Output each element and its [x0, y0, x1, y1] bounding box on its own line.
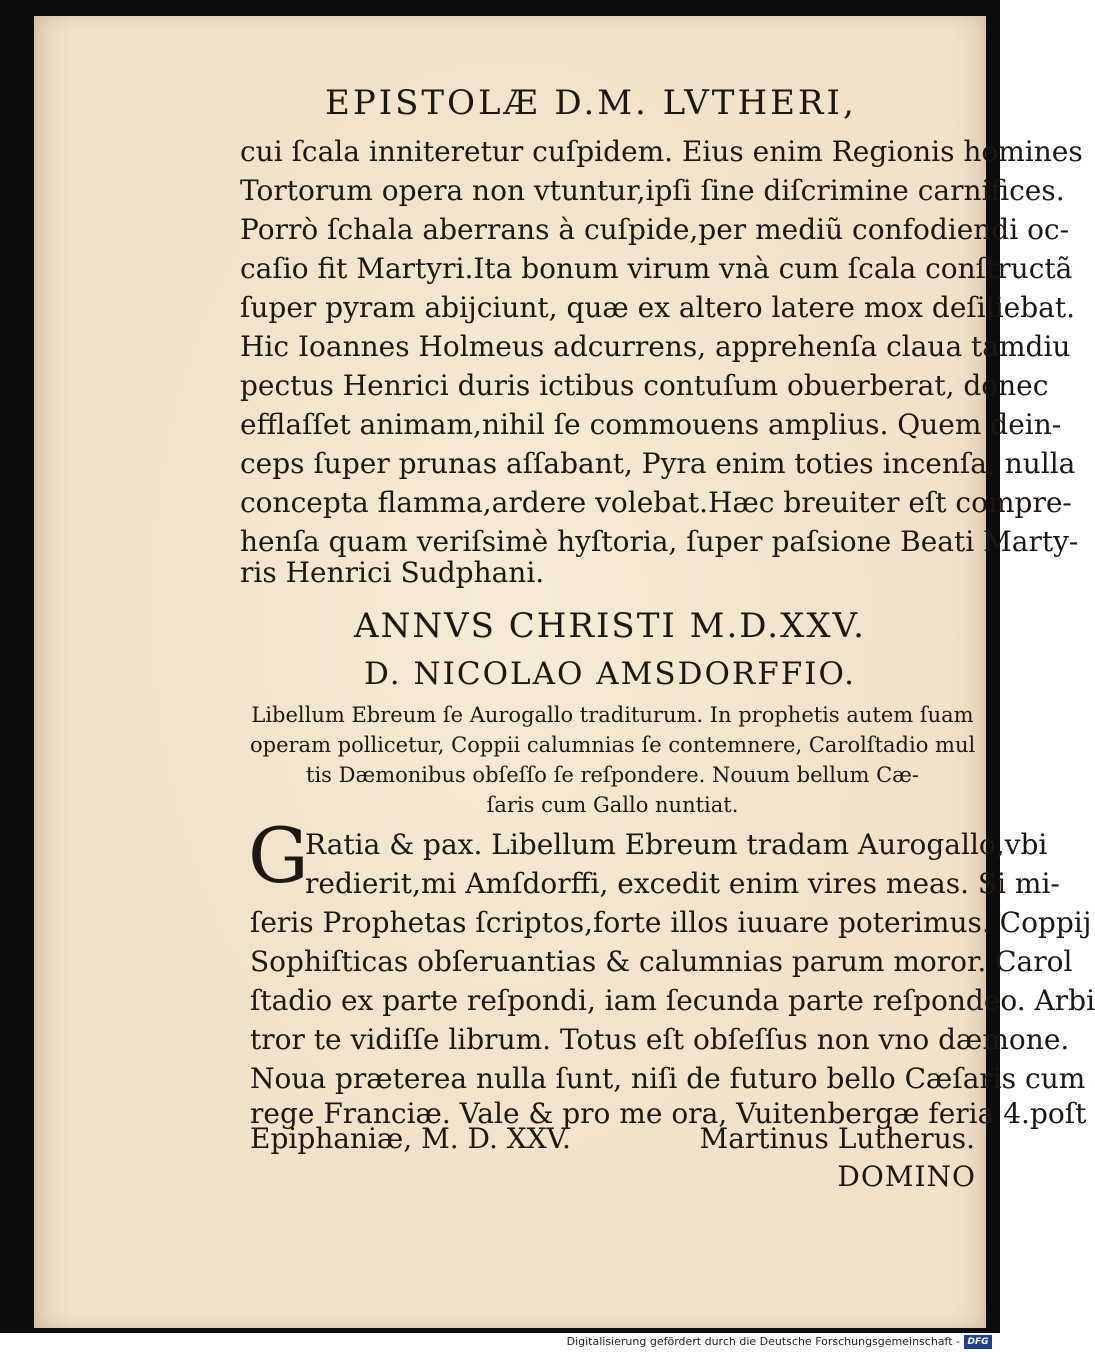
summary-line: Libellum Ebreum ſe Aurogallo traditurum. In prophetis autem ſuam: [251, 703, 974, 727]
drop-initial: G: [248, 811, 309, 900]
text-line: Tortorum opera non vtuntur,ipſi ſine diſcrimine carnifices.: [240, 174, 1065, 207]
funding-note: Digitalisierung gefördert durch die Deutsche Forschungsgemeinschaft -: [566, 1335, 960, 1348]
letter-addressee: D. NICOLAO AMSDORFFIO.: [364, 656, 856, 692]
dfg-logo: DFG: [964, 1335, 992, 1349]
year-heading: ANNVS CHRISTI M.D.XXV.: [354, 606, 866, 646]
summary-line: operam pollicetur, Coppii calumnias ſe contemnere, Carolſtadio mul: [250, 733, 976, 757]
text-line: caſio fit Martyri.Ita bonum virum vnà cum ſcala conſtructã: [240, 252, 1073, 285]
text-line: ceps ſuper prunas aſſabant, Pyra enim toties incenſa, nulla: [240, 447, 1076, 480]
letter-line: redierit,mi Amſdorffi, excedit enim vires meas. Si mi-: [305, 867, 1060, 900]
letter-line: ſtadio ex parte reſpondi, iam ſecunda parte reſpondeo. Arbi: [250, 984, 1095, 1017]
text-line: pectus Henrici duris ictibus contuſum obuerberat, donec: [240, 369, 1049, 402]
text-line: cui ſcala inniteretur cuſpidem. Eius enim Regionis homines: [240, 135, 1083, 168]
text-line: Hic Ioannes Holmeus adcurrens, apprehenſa claua tamdiu: [240, 330, 1071, 363]
text-line: efflaſſet animam,nihil ſe commouens amplius. Quem dein-: [240, 408, 1062, 441]
text-line: Porrò ſchala aberrans à cuſpide,per mediũ confodiendi oc-: [240, 213, 1070, 246]
catchword: DOMINO: [837, 1160, 976, 1193]
letter-line: Noua præterea nulla ſunt, niſi de futuro bello Cæſaris cum: [250, 1062, 1086, 1095]
letter-date: Epiphaniæ, M. D. XXV.: [250, 1122, 571, 1155]
running-header: EPISTOLÆ D.M. LVTHERI,: [325, 83, 857, 123]
letter-line: Sophiſticas obſeruantias & calumnias parum moror. Carol: [250, 945, 1073, 978]
summary-line: ſaris cum Gallo nuntiat.: [486, 793, 739, 817]
letter-line: ſeris Prophetas ſcriptos,forte illos iuuare poterimus. Coppij: [250, 906, 1092, 939]
text-line: ris Henrici Sudphani.: [240, 556, 545, 589]
letter-line: tror te vidiſſe librum. Totus eſt obſeſſus non vno dæmone.: [250, 1023, 1070, 1056]
text-line: ſuper pyram abijciunt, quæ ex altero latere mox deſiliebat.: [240, 291, 1075, 324]
text-line: henſa quam veriſsimè hyſtoria, ſuper paſsione Beati Marty-: [240, 525, 1079, 558]
letter-signature: Martinus Lutherus.: [699, 1122, 975, 1155]
letter-closing: [250, 1122, 975, 1155]
letter-line: rege Franciæ. Vale & pro me ora, Vuitenbergæ feria 4.poſt: [250, 1097, 1087, 1130]
text-line: concepta flamma,ardere volebat.Hæc breuiter eſt compre-: [240, 486, 1072, 519]
summary-line: tis Dæmonibus obſeſſo ſe reſpondere. Nouum bellum Cæ-: [306, 763, 919, 787]
letter-line: Ratia & pax. Libellum Ebreum tradam Aurogallo,vbi: [305, 828, 1048, 861]
digitization-footer: [0, 1333, 1000, 1352]
